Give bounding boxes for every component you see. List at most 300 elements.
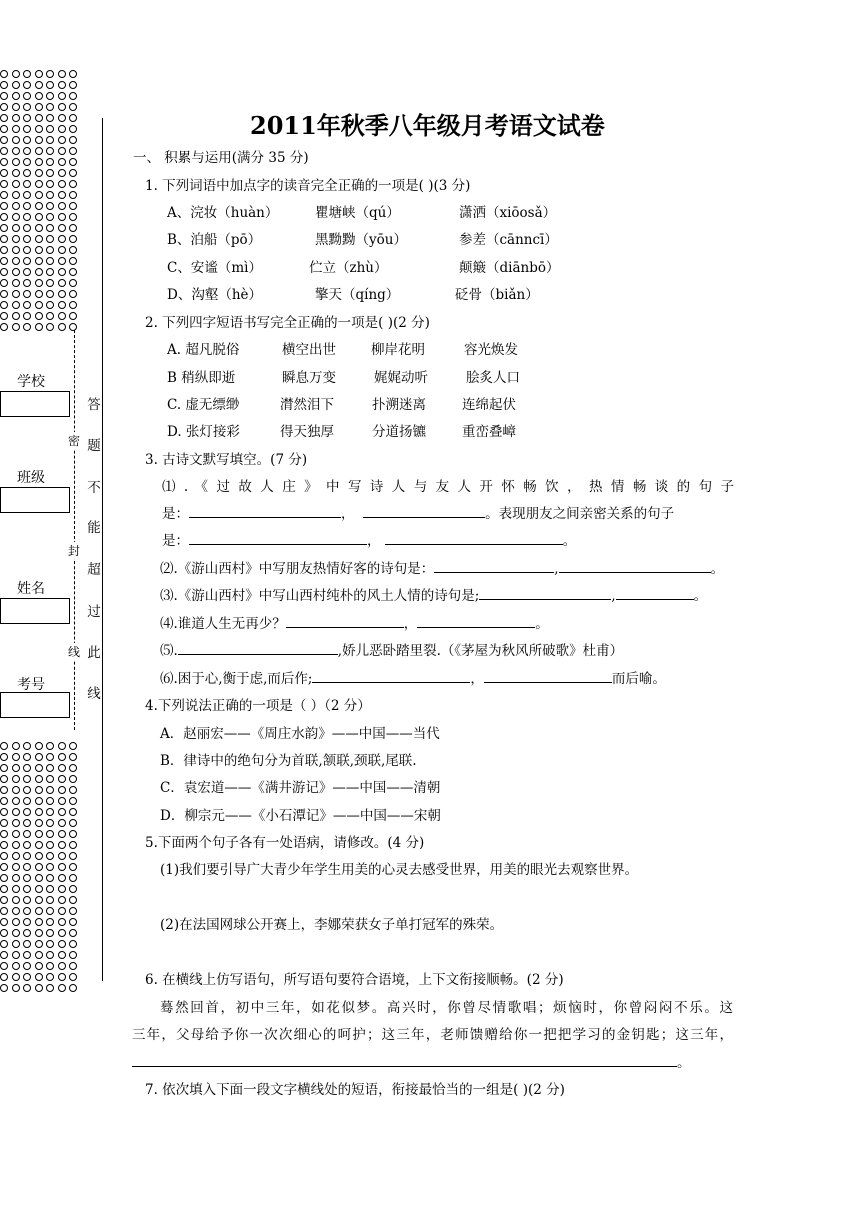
binding-hole (35, 312, 43, 320)
answer-blank[interactable] (616, 586, 694, 600)
binding-hole (58, 962, 66, 970)
question-2-option-c[interactable]: C. 虚无缥缈 潸然泪下 扑溯迷离 连绵起伏 (167, 397, 516, 413)
binding-hole (58, 169, 66, 177)
binding-hole (35, 907, 43, 915)
binding-hole (23, 929, 31, 937)
binding-hole (35, 962, 43, 970)
binding-hole (58, 896, 66, 904)
binding-hole (69, 246, 77, 254)
binding-hole (35, 830, 43, 838)
binding-hole (58, 147, 66, 155)
binding-hole (46, 213, 54, 221)
binding-hole (23, 951, 31, 959)
binding-hole (12, 962, 20, 970)
binding-hole (35, 808, 43, 816)
binding-hole (0, 147, 8, 155)
binding-hole (12, 885, 20, 893)
binding-hole (69, 92, 77, 100)
binding-hole (0, 125, 8, 133)
binding-hole (46, 775, 54, 783)
binding-hole (46, 257, 54, 265)
binding-hole (35, 268, 43, 276)
binding-hole (35, 984, 43, 992)
binding-hole (46, 907, 54, 915)
binding-hole (35, 841, 43, 849)
binding-hole (0, 81, 8, 89)
binding-hole (23, 753, 31, 761)
binding-hole (58, 290, 66, 298)
binding-hole (58, 830, 66, 838)
answer-blank[interactable] (178, 641, 338, 655)
binding-hole (46, 312, 54, 320)
binding-hole (12, 874, 20, 882)
binding-hole (46, 819, 54, 827)
question-2-option-a[interactable]: A. 超凡脱俗 横空出世 柳岸花明 容光焕发 (167, 342, 518, 358)
binding-hole (12, 224, 20, 232)
binding-line (102, 118, 103, 981)
binding-hole (58, 819, 66, 827)
seal-word-mi: 密 (68, 434, 81, 448)
binding-hole (23, 81, 31, 89)
binding-hole (23, 764, 31, 772)
answer-blank[interactable] (479, 586, 611, 600)
binding-hole (12, 742, 20, 750)
binding-hole (69, 808, 77, 816)
class-field[interactable] (0, 487, 70, 513)
binding-hole (35, 852, 43, 860)
binding-hole (69, 742, 77, 750)
binding-hole (12, 136, 20, 144)
name-field[interactable] (0, 598, 70, 624)
binding-hole (58, 918, 66, 926)
binding-hole (46, 81, 54, 89)
binding-hole (69, 973, 77, 981)
question-2-option-d[interactable]: D. 张灯接彩 得天独厚 分道扬镳 重峦叠嶂 (167, 424, 516, 440)
answer-blank[interactable] (286, 614, 404, 628)
binding-hole (46, 841, 54, 849)
question-4-option-b[interactable]: B．律诗中的绝句分为首联,颔联,颈联,尾联. (160, 753, 417, 769)
binding-hole (46, 235, 54, 243)
binding-hole (0, 257, 8, 265)
vertical-note-char: 题 (87, 438, 101, 454)
binding-hole (12, 290, 20, 298)
binding-hole (58, 885, 66, 893)
binding-hole (23, 907, 31, 915)
binding-hole (69, 290, 77, 298)
binding-hole (23, 312, 31, 320)
binding-hole (23, 841, 31, 849)
answer-blank[interactable] (417, 614, 535, 628)
binding-hole (12, 323, 20, 331)
binding-hole (12, 808, 20, 816)
binding-hole (46, 742, 54, 750)
binding-hole (23, 290, 31, 298)
binding-hole (0, 213, 8, 221)
binding-hole (46, 279, 54, 287)
binding-hole (12, 918, 20, 926)
binding-hole (35, 257, 43, 265)
binding-hole (35, 323, 43, 331)
binding-hole (0, 136, 8, 144)
question-1-option-c[interactable]: C、安谧（mì） 伫立（zhù） 颠簸（diānbō） (167, 260, 560, 276)
binding-hole (46, 180, 54, 188)
binding-hole (46, 290, 54, 298)
binding-hole (46, 169, 54, 177)
answer-blank[interactable] (189, 504, 341, 518)
question-6-answer-line: 。 (132, 1051, 691, 1071)
binding-hole (0, 841, 8, 849)
binding-hole (0, 973, 8, 981)
binding-hole (0, 896, 8, 904)
binding-hole (0, 797, 8, 805)
binding-hole (58, 103, 66, 111)
binding-hole (23, 830, 31, 838)
binding-hole (23, 70, 31, 78)
binding-hole (23, 819, 31, 827)
answer-blank[interactable] (189, 531, 367, 545)
binding-hole (12, 114, 20, 122)
binding-hole (35, 896, 43, 904)
binding-hole (69, 896, 77, 904)
section-heading: 一、 积累与运用(满分 35 分) (133, 150, 309, 166)
binding-hole (23, 191, 31, 199)
binding-hole (58, 70, 66, 78)
binding-hole (23, 323, 31, 331)
binding-hole (35, 742, 43, 750)
binding-hole (12, 797, 20, 805)
binding-hole (46, 940, 54, 948)
binding-hole (58, 907, 66, 915)
binding-hole (0, 742, 8, 750)
binding-hole (35, 940, 43, 948)
binding-hole (12, 852, 20, 860)
binding-hole (0, 929, 8, 937)
binding-hole (69, 863, 77, 871)
binding-hole (46, 929, 54, 937)
binding-hole (46, 918, 54, 926)
question-6-stem: 6. 在横线上仿写语句，所写语句要符合语境，上下文衔接顺畅。(2 分) (145, 972, 564, 988)
binding-hole (35, 136, 43, 144)
question-6-paragraph-line-1: 蓦然回首，初中三年，如花似梦。高兴时，你曾尽情歌唱；烦恼时，你曾闷闷不乐。这 (160, 1000, 733, 1016)
binding-hole (23, 224, 31, 232)
binding-hole (46, 246, 54, 254)
binding-hole (23, 125, 31, 133)
vertical-note-char: 不 (87, 480, 101, 496)
binding-hole (12, 863, 20, 871)
binding-hole (0, 951, 8, 959)
binding-hole (35, 125, 43, 133)
binding-hole (23, 940, 31, 948)
binding-hole (69, 885, 77, 893)
binding-hole (23, 257, 31, 265)
answer-blank[interactable] (363, 504, 485, 518)
binding-hole (46, 125, 54, 133)
binding-hole (12, 973, 20, 981)
binding-hole (58, 191, 66, 199)
binding-hole (12, 279, 20, 287)
binding-hole (69, 125, 77, 133)
binding-hole (35, 301, 43, 309)
binding-hole (23, 775, 31, 783)
question-5-stem: 5.下面两个句子各有一处语病，请修改。(4 分) (145, 835, 425, 851)
question-1-option-b[interactable]: B、泊船（pō） 黑黝黝（yōu） 参差（cānncī） (167, 232, 558, 248)
binding-hole (46, 973, 54, 981)
binding-hole (69, 70, 77, 78)
binding-hole (23, 136, 31, 144)
question-7-stem: 7. 依次填入下面一段文字横线处的短语，衔接最恰当的一组是( )(2 分) (145, 1082, 565, 1098)
binding-hole (0, 775, 8, 783)
question-3-item-2: ⑵.《游山西村》中写朋友热情好客的诗句是： , 。 (160, 561, 725, 577)
binding-hole (0, 940, 8, 948)
binding-hole (58, 114, 66, 122)
binding-hole (23, 918, 31, 926)
binding-hole (23, 808, 31, 816)
binding-hole (58, 808, 66, 816)
binding-hole (58, 323, 66, 331)
binding-hole (12, 753, 20, 761)
binding-hole (69, 257, 77, 265)
binding-hole (23, 213, 31, 221)
binding-hole (69, 180, 77, 188)
binding-hole (12, 158, 20, 166)
binding-hole (58, 742, 66, 750)
question-3-line-3: 是： ， 。 (162, 533, 577, 549)
binding-hole (23, 852, 31, 860)
binding-hole (0, 819, 8, 827)
binding-hole (23, 973, 31, 981)
binding-hole (35, 70, 43, 78)
binding-hole (69, 136, 77, 144)
binding-hole (58, 235, 66, 243)
binding-hole (46, 224, 54, 232)
question-4-option-d[interactable]: D．柳宗元——《小石潭记》——中国——宋朝 (160, 808, 441, 824)
binding-hole (46, 951, 54, 959)
binding-hole (0, 103, 8, 111)
binding-hole (69, 81, 77, 89)
question-2-stem: 2. 下列四字短语书写完全正确的一项是( )(2 分) (145, 315, 430, 331)
binding-hole (69, 147, 77, 155)
seal-dashed-line (74, 330, 75, 730)
binding-hole (35, 874, 43, 882)
binding-hole (35, 819, 43, 827)
binding-hole (12, 257, 20, 265)
binding-hole (69, 224, 77, 232)
binding-hole (35, 863, 43, 871)
binding-hole (23, 742, 31, 750)
binding-hole (23, 301, 31, 309)
binding-hole (12, 819, 20, 827)
binding-hole (23, 268, 31, 276)
binding-hole (69, 202, 77, 210)
binding-hole (35, 213, 43, 221)
binding-hole (0, 918, 8, 926)
vertical-note-char: 线 (87, 686, 101, 702)
binding-hole (12, 169, 20, 177)
binding-hole (46, 753, 54, 761)
binding-hole (58, 852, 66, 860)
answer-blank[interactable] (312, 669, 470, 683)
binding-hole (23, 962, 31, 970)
binding-hole (58, 775, 66, 783)
binding-hole (69, 114, 77, 122)
binding-hole (23, 180, 31, 188)
answer-blank[interactable] (484, 669, 612, 683)
hole-pattern-top (0, 70, 82, 334)
binding-hole (0, 786, 8, 794)
answer-blank[interactable] (559, 559, 711, 573)
binding-hole (12, 191, 20, 199)
binding-hole (46, 830, 54, 838)
binding-hole (0, 863, 8, 871)
binding-hole (35, 786, 43, 794)
binding-hole (46, 896, 54, 904)
binding-hole (46, 92, 54, 100)
binding-hole (69, 962, 77, 970)
binding-hole (0, 312, 8, 320)
binding-hole (69, 786, 77, 794)
binding-hole (69, 753, 77, 761)
binding-hole (35, 279, 43, 287)
binding-hole (12, 70, 20, 78)
vertical-note-char: 过 (87, 604, 101, 620)
question-3-item-3: ⑶.《游山西村》中写山西村纯朴的风土人情的诗句是; , 。 (160, 588, 708, 604)
binding-hole (0, 874, 8, 882)
binding-hole (35, 753, 43, 761)
binding-hole (23, 158, 31, 166)
binding-hole (23, 92, 31, 100)
label-class: 班级 (17, 470, 45, 486)
binding-hole (58, 841, 66, 849)
binding-hole (46, 114, 54, 122)
answer-blank[interactable] (132, 1053, 677, 1067)
binding-hole (12, 301, 20, 309)
binding-hole (58, 874, 66, 882)
binding-hole (23, 874, 31, 882)
question-4-option-a[interactable]: A．赵丽宏——《周庄水韵》——中国——当代 (160, 726, 440, 742)
binding-hole (35, 929, 43, 937)
binding-hole (58, 246, 66, 254)
binding-hole (46, 885, 54, 893)
binding-hole (23, 786, 31, 794)
binding-hole (35, 147, 43, 155)
vertical-note-char: 超 (87, 562, 101, 578)
binding-hole (35, 290, 43, 298)
binding-hole (46, 764, 54, 772)
binding-hole (23, 797, 31, 805)
binding-hole (35, 92, 43, 100)
label-school: 学校 (17, 374, 45, 390)
binding-hole (12, 268, 20, 276)
question-1-option-a[interactable]: A、浣妆（huàn） 瞿塘峡（qú） 潇洒（xiōosǎ） (167, 205, 557, 221)
binding-hole (46, 323, 54, 331)
binding-hole (12, 896, 20, 904)
binding-hole (58, 973, 66, 981)
binding-hole (0, 984, 8, 992)
question-3-item-5: ⑸. ,娇儿恶卧踏里裂.（《茅屋为秋风所破歌》杜甫） (160, 643, 624, 659)
binding-hole (58, 984, 66, 992)
binding-hole (12, 312, 20, 320)
binding-hole (12, 81, 20, 89)
binding-hole (0, 301, 8, 309)
binding-hole (12, 213, 20, 221)
answer-blank[interactable] (385, 531, 563, 545)
binding-hole (35, 918, 43, 926)
binding-hole (69, 279, 77, 287)
binding-hole (58, 202, 66, 210)
binding-hole (12, 951, 20, 959)
binding-hole (35, 191, 43, 199)
binding-hole (35, 797, 43, 805)
exam-number-field[interactable] (0, 692, 70, 718)
binding-hole (0, 92, 8, 100)
binding-hole (23, 863, 31, 871)
binding-hole (12, 235, 20, 243)
binding-hole (12, 841, 20, 849)
seal-word-xian: 线 (68, 645, 81, 659)
binding-hole (12, 246, 20, 254)
binding-hole (69, 301, 77, 309)
binding-hole (58, 158, 66, 166)
binding-hole (69, 158, 77, 166)
binding-hole (58, 786, 66, 794)
binding-hole (69, 929, 77, 937)
binding-hole (58, 951, 66, 959)
binding-hole (69, 918, 77, 926)
binding-hole (0, 224, 8, 232)
school-field[interactable] (0, 391, 70, 417)
question-4-option-c[interactable]: C．袁宏道——《满井游记》——中国——清朝 (160, 780, 441, 796)
binding-hole (0, 191, 8, 199)
binding-hole (23, 235, 31, 243)
binding-hole (69, 764, 77, 772)
binding-hole (46, 136, 54, 144)
binding-hole (58, 224, 66, 232)
binding-hole (69, 323, 77, 331)
binding-hole (35, 158, 43, 166)
binding-hole (69, 775, 77, 783)
binding-hole (46, 984, 54, 992)
binding-hole (58, 92, 66, 100)
binding-hole (12, 984, 20, 992)
binding-hole (12, 92, 20, 100)
binding-hole (46, 103, 54, 111)
binding-hole (69, 169, 77, 177)
binding-hole (58, 81, 66, 89)
binding-hole (58, 863, 66, 871)
binding-hole (35, 114, 43, 122)
vertical-note-char: 此 (87, 645, 101, 661)
binding-hole (58, 940, 66, 948)
question-2-option-b[interactable]: B 稍纵即逝 瞬息万变 娓娓动听 脍炙人口 (167, 370, 520, 386)
question-5-sentence-1: (1)我们要引导广大青少年学生用美的心灵去感受世界，用美的眼光去观察世界。 (160, 862, 639, 878)
binding-hole (0, 852, 8, 860)
question-1-option-d[interactable]: D、沟壑（hè） 擎天（qíng） 砭骨（biǎn） (167, 287, 539, 303)
binding-hole (35, 775, 43, 783)
binding-hole (46, 874, 54, 882)
binding-hole (69, 235, 77, 243)
label-exam-number: 考号 (17, 677, 45, 693)
binding-hole (58, 213, 66, 221)
binding-hole (46, 797, 54, 805)
binding-hole (0, 279, 8, 287)
question-5-sentence-2: (2)在法国网球公开赛上，李娜荣获女子单打冠军的殊荣。 (160, 917, 504, 933)
binding-hole (69, 268, 77, 276)
binding-hole (12, 830, 20, 838)
binding-hole (35, 169, 43, 177)
answer-blank[interactable] (434, 559, 554, 573)
binding-hole (23, 202, 31, 210)
binding-hole (23, 114, 31, 122)
